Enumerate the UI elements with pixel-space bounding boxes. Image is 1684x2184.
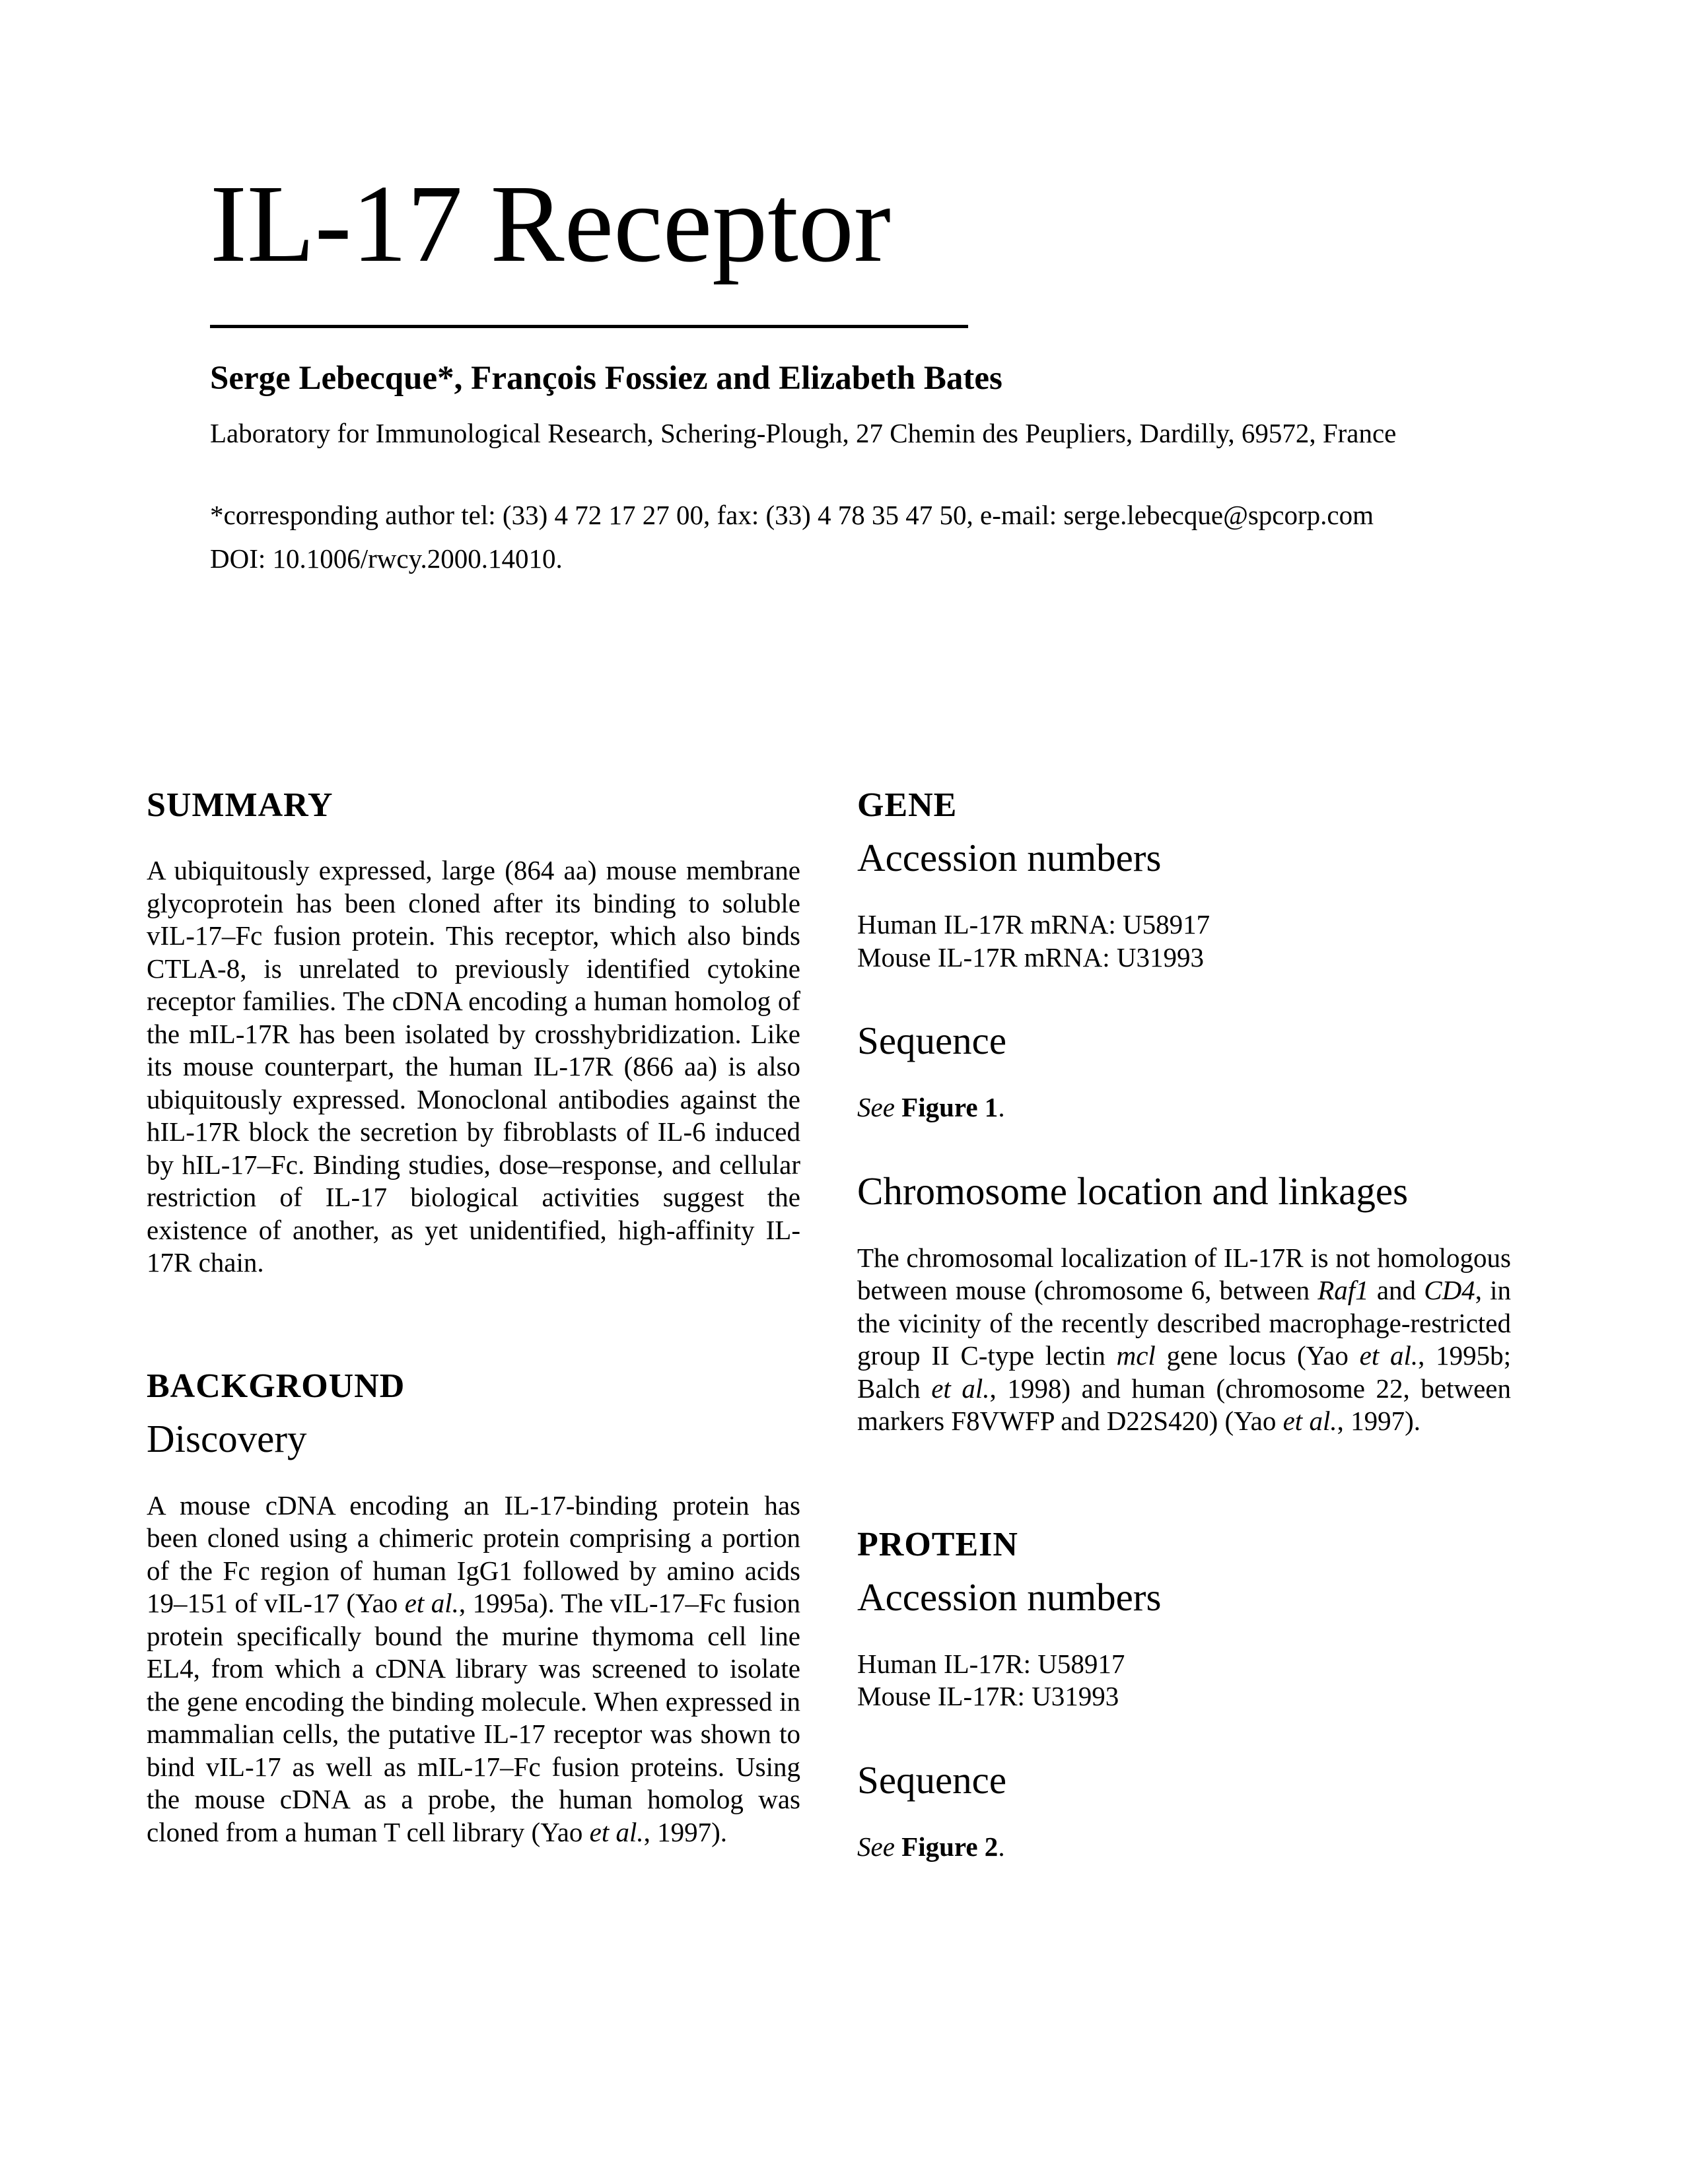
summary-paragraph: A ubiquitously expressed, large (864 aa) mouse membrane glycoprotein has been cloned after its binding to soluble vIL-17–Fc fusion protein. This receptor, which also binds CTLA-8, is unrelated to previously identified cytokine receptor families. The cDNA encoding a human homolog of the mIL-17R has been isolated by crosshybridization. Like its mouse counterpart, the human IL-17R (866 aa) is also ubiquitously expressed. Monoclonal antibodies against the hIL-17R block the secretion by fibroblasts of IL-6 induced by hIL-17–Fc. Binding studies, dose–response, and cellular restriction of IL-17 biological activities suggest the existence of another, as yet unidentified, high-affinity IL-17R chain. — [147, 855, 800, 1278]
citation-et-al: et al. — [589, 1816, 644, 1847]
protein-sequence-heading: Sequence — [857, 1757, 1007, 1802]
discovery-paragraph — [147, 1489, 800, 1849]
protein-accession-mouse: Mouse IL-17R: U31993 — [857, 1681, 1119, 1711]
gene-raf1: Raf1 — [1317, 1275, 1369, 1305]
discovery-text-1: A mouse cDNA encoding an IL-17-binding protein has been cloned using a chimeric protein comprising a portion of the Fc region of human IgG1 followed by amino acids 19–151 of vIL-17 (Yao — [147, 1489, 800, 1618]
chromosome-heading: Chromosome location and linkages — [857, 1169, 1409, 1213]
see-label: See — [857, 1092, 895, 1122]
discovery-text-3: , 1997). — [643, 1816, 728, 1847]
citation-et-al: et al. — [1282, 1406, 1337, 1436]
gene-heading: GENE — [857, 786, 958, 824]
gene-accession-heading: Accession numbers — [857, 836, 1162, 879]
gene-cd4: CD4 — [1424, 1275, 1475, 1305]
figure-1-link[interactable]: Figure 1 — [901, 1092, 999, 1122]
protein-sequence-ref: See Figure 2. — [857, 1831, 1005, 1862]
authors: Serge Lebecque*, François Fossiez and Elizabeth Bates — [210, 360, 1002, 397]
title-divider — [210, 325, 968, 328]
gene-sequence-ref: See Figure 1. — [857, 1092, 1005, 1122]
left-column — [147, 786, 800, 1849]
doi: DOI: 10.1006/rwcy.2000.14010. — [210, 543, 563, 574]
summary-heading: SUMMARY — [147, 786, 333, 824]
protein-accession-human: Human IL-17R: U58917 — [857, 1648, 1125, 1679]
protein-accession-heading: Accession numbers — [857, 1575, 1162, 1619]
see-label: See — [857, 1831, 895, 1862]
gene-accession-human: Human IL-17R mRNA: U58917 — [857, 909, 1210, 939]
figure-2-link[interactable]: Figure 2 — [901, 1831, 999, 1862]
discovery-heading: Discovery — [147, 1416, 307, 1460]
gene-accession-mouse: Mouse IL-17R mRNA: U31993 — [857, 941, 1205, 973]
discovery-text-2: , 1995a). The vIL-17–Fc fusion protein specifically bound the murine thymoma cell line EL4, from which a cDNA library was screened to isolate the gene encoding the binding molecule. When expressed in mammalian cells, the putative IL-17 receptor was shown to bind vIL-17 as well as mIL-17–Fc fusion proteins. Using the mouse cDNA as a probe, the human homolog was cloned from a human T cell library (Yao — [147, 1588, 800, 1847]
citation-et-al: et al. — [404, 1588, 459, 1618]
corresponding-author: *corresponding author tel: (33) 4 72 17 27 00, fax: (33) 4 78 35 47 50, e-mail: serge.lebecque@spcorp.com — [210, 500, 1374, 530]
citation-et-al: et al. — [1359, 1340, 1419, 1371]
gene-sequence-heading: Sequence — [857, 1019, 1007, 1062]
right-column — [857, 786, 1511, 1863]
affiliation: Laboratory for Immunological Research, Schering-Plough, 27 Chemin des Peupliers, Dardilly, 69572, France — [210, 418, 1397, 448]
article-title: IL-17 Receptor — [210, 162, 891, 285]
chromosome-paragraph: The chromosomal localization of IL-17R is not homologous between mouse (chromosome 6, between Raf1 and CD4, in the vicinity of the recently described macrophage-restricted group II C-type lectin mcl gene locus (Yao et al., 1995b; Balch et al., 1998) and human (chromosome 22, between markers F8VWFP and D22S420) (Yao et al., 1997). — [857, 1242, 1511, 1436]
protein-heading: PROTEIN — [857, 1525, 1018, 1563]
background-heading: BACKGROUND — [147, 1367, 405, 1405]
citation-et-al: et al. — [931, 1373, 990, 1404]
gene-mcl: mcl — [1116, 1340, 1156, 1371]
